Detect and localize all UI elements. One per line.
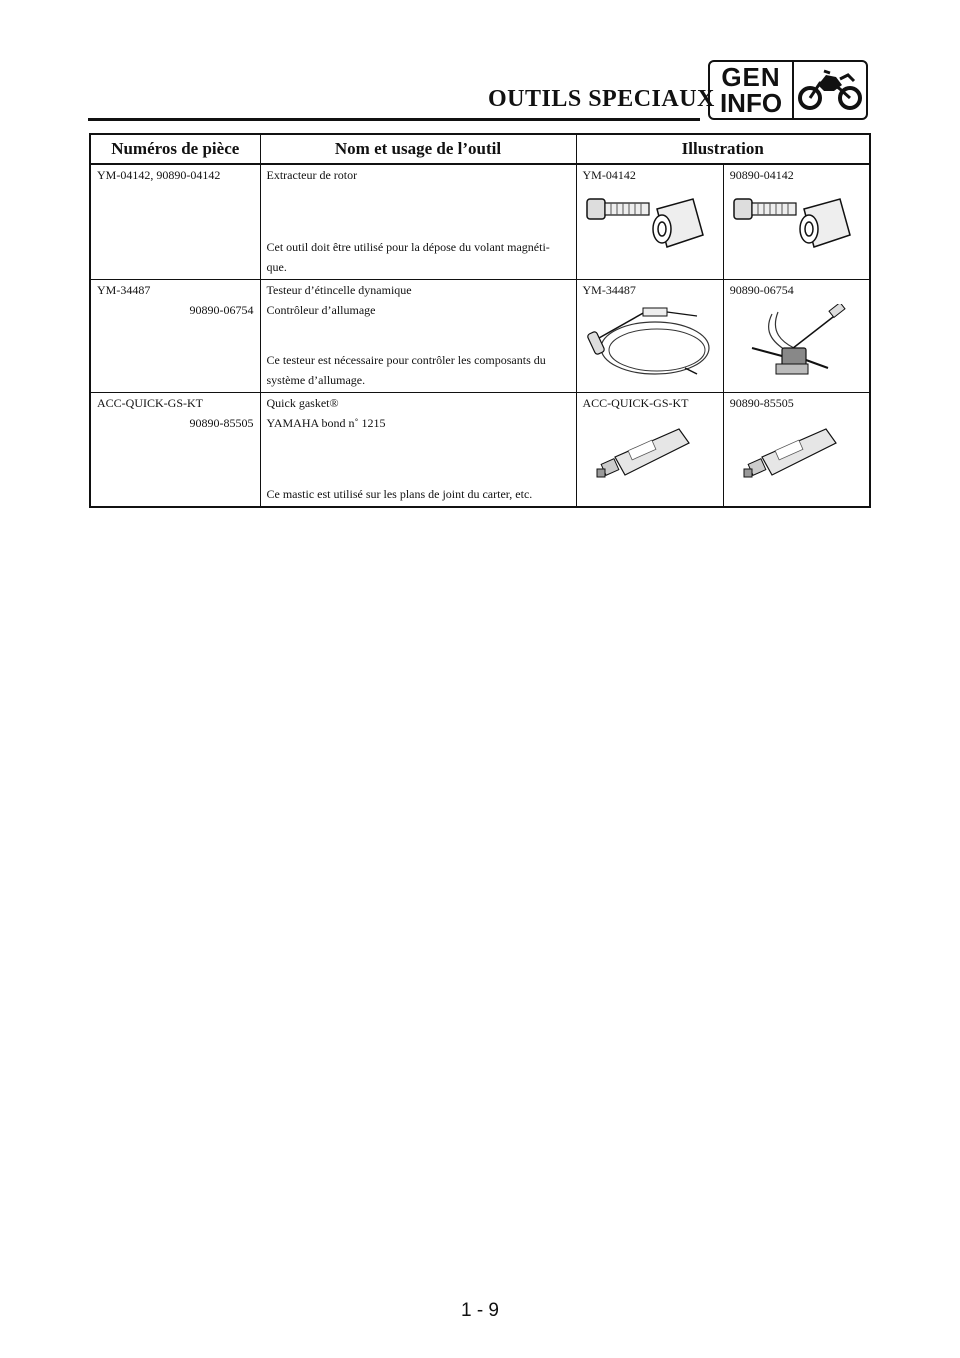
tool-name-cell <box>260 280 576 393</box>
special-tools-table <box>89 133 871 508</box>
column-header-tool-name: Nom et usage de l’outil <box>260 134 576 164</box>
tool-usage: Cet outil doit être utilisé pour la dépose du volant magnéti-que. <box>266 240 550 274</box>
column-header-illustration: Illustration <box>576 134 870 164</box>
tool-usage: Ce mastic est utilisé sur les plans de joint du carter, etc. <box>266 487 533 501</box>
motorcycle-icon <box>794 62 866 118</box>
illustration-label: 90890-04142 <box>729 168 794 182</box>
badge-line2: INFO <box>719 88 783 118</box>
page-title: OUTILS SPECIAUX <box>488 86 715 112</box>
part-number-primary: YM-04142, 90890-04142 <box>97 168 221 182</box>
illustration-cell <box>576 164 870 280</box>
tool-name-alt: Contrôleur d’allumage <box>266 303 376 317</box>
spark-tester-icon <box>585 304 713 380</box>
rotor-puller-icon <box>585 189 709 251</box>
page-number: 1 - 9 <box>460 1300 500 1321</box>
tool-name: Extracteur de rotor <box>266 168 358 182</box>
part-number-cell <box>90 164 260 280</box>
part-number-cell <box>90 393 260 508</box>
sealant-tube-icon <box>732 417 856 487</box>
tool-name-cell <box>260 393 576 508</box>
illustration-right <box>723 165 869 279</box>
illustration-left <box>577 165 723 279</box>
table-row <box>90 164 870 280</box>
column-header-part-numbers: Numéros de pièce <box>90 134 260 164</box>
part-number-primary: YM-34487 <box>97 283 151 297</box>
tool-name: Testeur d’étincelle dynamique <box>266 283 412 297</box>
table-header-row <box>90 134 870 164</box>
rotor-puller-icon <box>732 189 856 251</box>
illustration-cell <box>576 280 870 393</box>
tool-name-alt: YAMAHA bond n˚ 1215 <box>266 416 386 430</box>
badge-line1: GEN <box>721 62 781 92</box>
illustration-right <box>723 280 869 392</box>
illustration-label: 90890-06754 <box>729 283 794 297</box>
illustration-right <box>723 393 869 506</box>
illustration-label: YM-04142 <box>582 168 636 182</box>
part-number-cell <box>90 280 260 393</box>
illustration-label: ACC-QUICK-GS-KT <box>582 396 689 410</box>
illustration-left <box>577 393 723 506</box>
tool-name-cell <box>260 164 576 280</box>
table-row <box>90 393 870 508</box>
illustration-left <box>577 280 723 392</box>
illustration-label: 90890-85505 <box>729 396 794 410</box>
part-number-secondary: 90890-06754 <box>189 303 254 317</box>
part-number-secondary: 90890-85505 <box>189 416 254 430</box>
title-rule <box>88 118 700 121</box>
part-number-primary: ACC-QUICK-GS-KT <box>97 396 203 410</box>
illustration-label: YM-34487 <box>582 283 636 297</box>
illustration-cell <box>576 393 870 508</box>
badge-text <box>710 62 794 118</box>
sealant-tube-icon <box>585 417 709 487</box>
tool-name: Quick gasket® <box>266 396 339 410</box>
table-row <box>90 280 870 393</box>
section-badge <box>708 60 868 120</box>
ignition-checker-icon <box>732 304 860 380</box>
tool-usage: Ce testeur est nécessaire pour contrôler les composants du système d’allumage. <box>266 353 546 387</box>
